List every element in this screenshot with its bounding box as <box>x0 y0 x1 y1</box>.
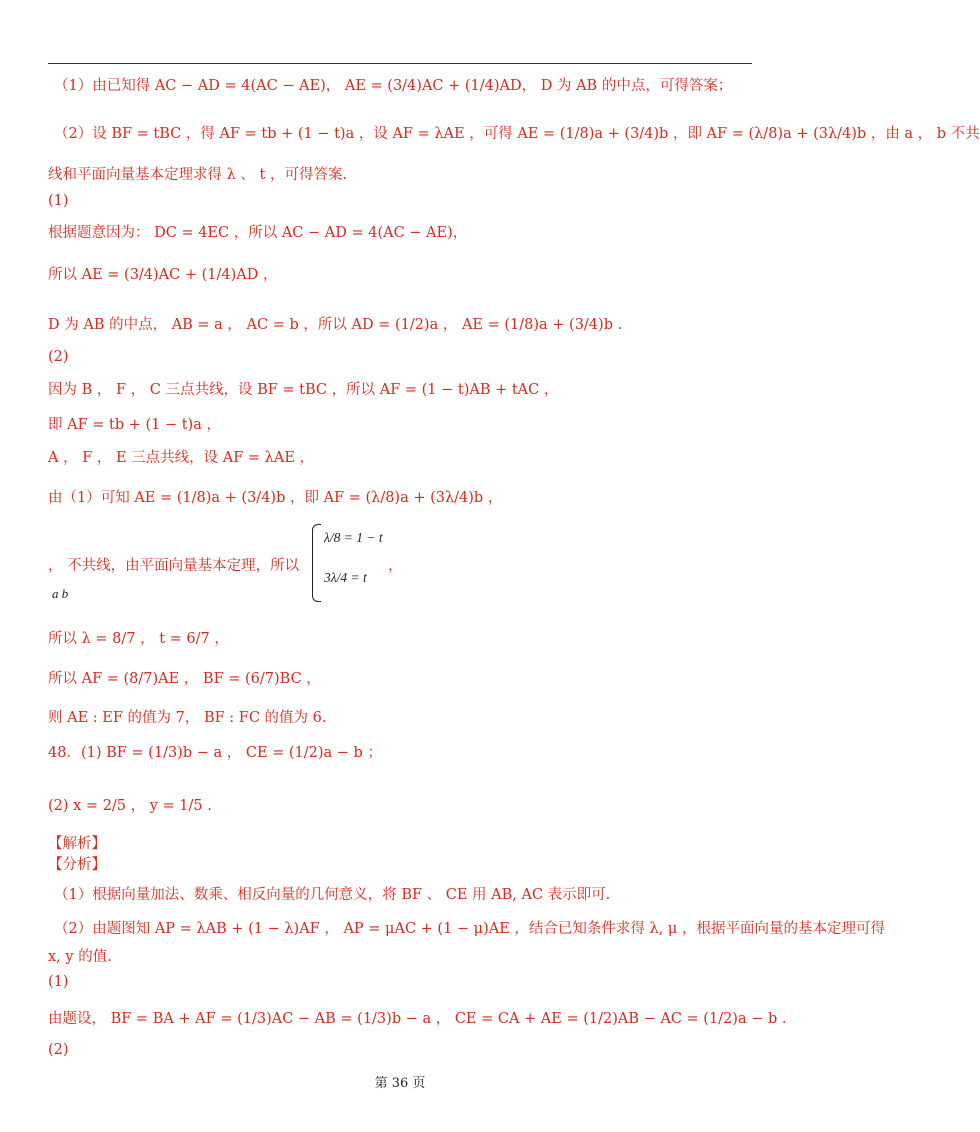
equation-system <box>312 524 382 600</box>
solution-line: A ， F ， E 三点共线，设 AF = λAE ， <box>48 450 315 466</box>
system-equation-1: λ/8 = 1 − t <box>324 530 383 545</box>
analysis-step-2: （2）设 BF = tBC ，得 AF = tb + (1 − t)a ，设 AF = λAE ，可得 AE = (1/8)a + (3/4)b ，即 AF = (λ/8)a + (3λ/4)b ，由 a ， b 不共 <box>54 126 980 142</box>
solution-line: 即 AF = tb + (1 − t)a ， <box>48 417 221 433</box>
part-1-label: (1) <box>48 193 69 209</box>
solution-line: D 为 AB 的中点， AB = a ， AC = b ，所以 AD = (1/2)a ， AE = (1/8)a + (3/4)b . <box>48 317 623 333</box>
section-jiexi: 【解析】 <box>48 836 106 852</box>
solution-line: 所以 λ = 8/7 ， t = 6/7 ， <box>48 631 229 647</box>
analysis-step-1: （1）根据向量加法、数乘、相反向量的几何意义，将 BF 、 CE 用 AB, AC 表示即可. <box>54 887 611 903</box>
answer-48-part-2: (2) x = 2/5 ， y = 1/5 . <box>48 798 212 814</box>
vector-labels: a b <box>52 586 69 601</box>
solution-line: 由题设， BF = BA + AF = (1/3)AC − AB = (1/3)b − a ， CE = CA + AE = (1/2)AB − AC = (1/2)a − b . <box>48 1011 787 1027</box>
solution-line: 所以 AF = (8/7)AE ， BF = (6/7)BC ， <box>48 671 321 687</box>
solution-line: 因为 B ， F ， C 三点共线，设 BF = tBC ，所以 AF = (1 − t)AB + tAC ， <box>48 382 559 398</box>
part-2-label: (2) <box>48 1042 69 1058</box>
system-equation-2: 3λ/4 = t <box>324 570 367 585</box>
solution-line: 由（1）可知 AE = (1/8)a + (3/4)b ，即 AF = (λ/8)a + (3λ/4)b ， <box>48 490 503 506</box>
analysis-step-2-cont: 线和平面向量基本定理求得 λ 、 t ，可得答案. <box>48 167 348 183</box>
system-comma: ， <box>388 558 403 574</box>
brace <box>312 524 321 602</box>
analysis-step-2: （2）由题图知 AP = λAB + (1 − λ)AF ， AP = μAC + (1 − μ)AE ，结合已知条件求得 λ, μ ，根据平面向量的基本定理可得 <box>54 921 885 937</box>
analysis-step-1: （1）由已知得 AC − AD = 4(AC − AE)， AE = (3/4)AC + (1/4)AD， D 为 AB 的中点，可得答案； <box>54 78 733 94</box>
solution-line: 根据题意因为： DC = 4EC ，所以 AC − AD = 4(AC − AE)， <box>48 225 468 241</box>
analysis-step-2-cont: x, y 的值. <box>48 949 112 965</box>
header-rule <box>48 63 752 64</box>
part-2-label: (2) <box>48 349 69 365</box>
solution-line: 所以 AE = (3/4)AC + (1/4)AD ， <box>48 267 278 283</box>
section-fenxi: 【分析】 <box>48 857 106 873</box>
solution-line: 则 AE : EF 的值为 7， BF : FC 的值为 6. <box>48 710 327 726</box>
page-number: 第 36 页 <box>374 1076 426 1091</box>
answer-48-part-1: 48．(1) BF = (1/3)b − a ， CE = (1/2)a − b ； <box>48 745 382 761</box>
solution-line: ， 不共线，由平面向量基本定理，所以 <box>48 558 300 574</box>
part-1-label: (1) <box>48 974 69 990</box>
